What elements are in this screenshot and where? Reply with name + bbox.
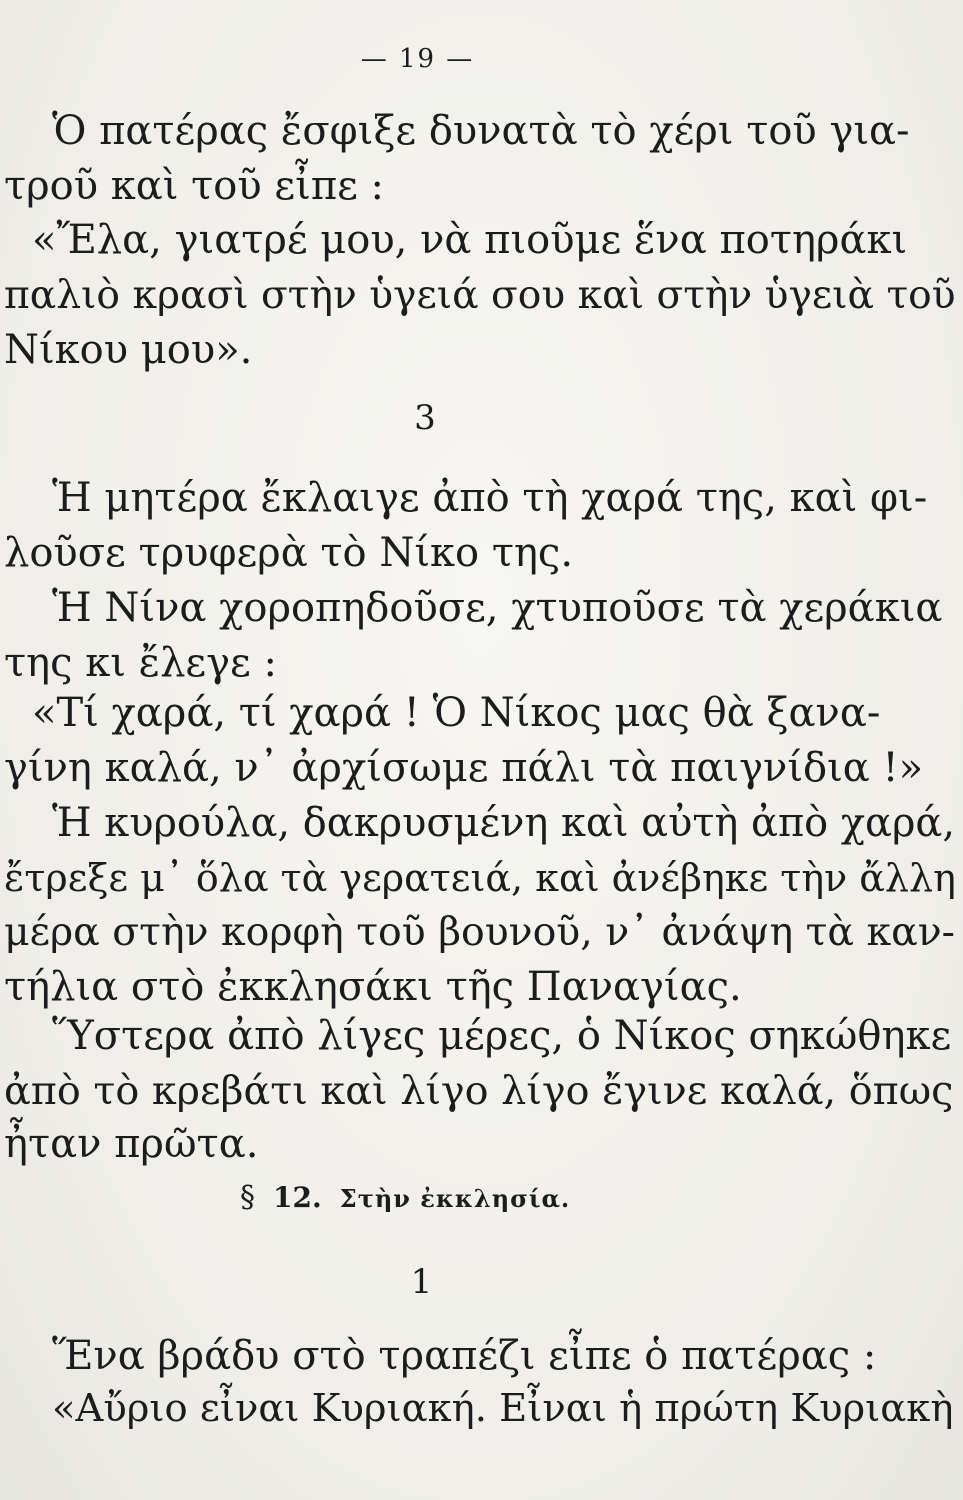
section-title: Στὴν ἐκκλησία.	[339, 1184, 571, 1213]
text-line: λοῦσε τρυφερὰ τὸ Νίκο της.	[4, 530, 574, 576]
text-line: παλιὸ κρασὶ στὴν ὑγειά σου καὶ στὴν ὑγειὰ τοῦ	[4, 273, 956, 318]
text-line: Ὁ πατέρας ἔσφιξε δυνατὰ τὸ χέρι τοῦ για-	[52, 108, 910, 154]
section-number: 12.	[273, 1181, 322, 1214]
text-line: «Ἔλα, γιατρέ μου, νὰ πιοῦμε ἕνα ποτηράκι	[32, 217, 908, 263]
text-line: Ἡ μητέρα ἔκλαιγε ἀπὸ τὴ χαρά της, καὶ φι-	[52, 475, 928, 521]
text-line: «Αὔριο εἶναι Κυριακή. Εἶναι ἡ πρώτη Κυριακὴ	[52, 1386, 954, 1431]
text-line: Ἡ Νίνα χοροπηδοῦσε, χτυποῦσε τὰ χεράκια	[52, 585, 943, 631]
text-line: γίνη καλά, ν᾿ ἀρχίσωμε πάλι τὰ παιγνίδια !»	[4, 745, 924, 791]
text-line: τροῦ καὶ τοῦ εἶπε :	[4, 163, 385, 209]
page-number: — 19 —	[360, 44, 475, 74]
text-line: Νίκου μου».	[4, 327, 253, 373]
text-line: ἦταν πρῶτα.	[4, 1121, 259, 1167]
text-line: της κι ἔλεγε :	[4, 640, 277, 686]
part-number-3: 3	[414, 398, 436, 438]
part-number-1: 1	[410, 1262, 433, 1302]
section-symbol: §	[240, 1180, 255, 1215]
section-heading	[240, 1180, 570, 1215]
text-line: τήλια στὸ ἐκκλησάκι τῆς Παναγίας.	[4, 964, 742, 1010]
text-line: ἔτρεξε μ᾿ ὅλα τὰ γερατειά, καὶ ἀνέβηκε τὴν ἄλλη	[4, 856, 956, 900]
text-line: ἀπὸ τὸ κρεβάτι καὶ λίγο λίγο ἔγινε καλά, ὅπως	[4, 1068, 954, 1114]
text-line: Ἡ κυρούλα, δακρυσμένη καὶ αὐτὴ ἀπὸ χαρά,	[52, 800, 956, 846]
text-line: Ὕστερα ἀπὸ λίγες μέρες, ὁ Νίκος σηκώθηκε	[52, 1013, 952, 1059]
text-line: «Τί χαρά, τί χαρά ! Ὁ Νίκος μας θὰ ξανα-	[32, 690, 881, 736]
text-line: Ἕνα βράδυ στὸ τραπέζι εἶπε ὁ πατέρας :	[52, 1333, 877, 1379]
text-line: μέρα στὴν κορφὴ τοῦ βουνοῦ, ν᾿ ἀνάψη τὰ καν-	[4, 909, 955, 955]
